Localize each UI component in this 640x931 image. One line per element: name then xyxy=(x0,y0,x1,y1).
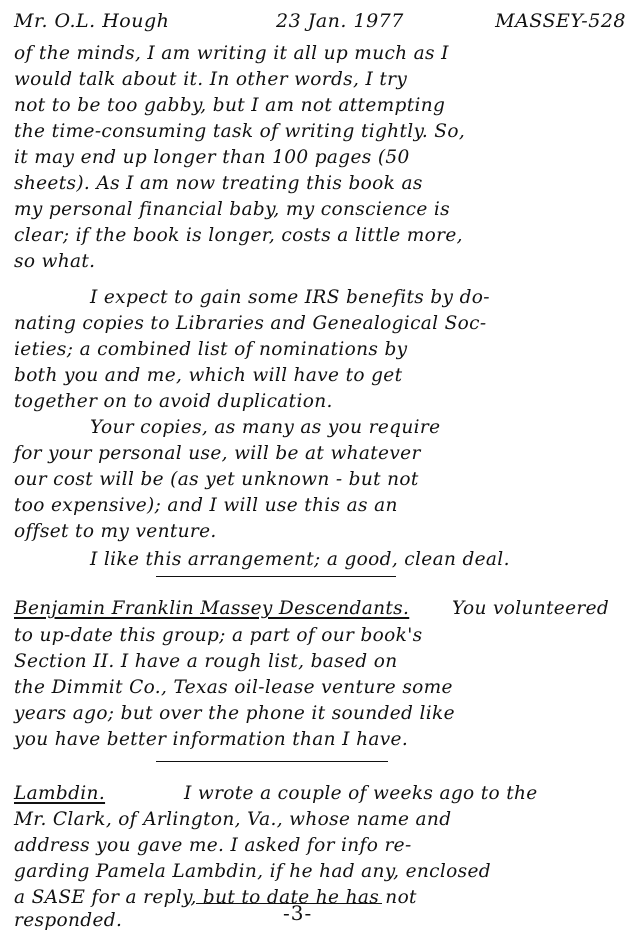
body-line: would talk about it. In other words, I try xyxy=(14,69,408,90)
body-line: for your personal use, will be at whatever xyxy=(14,443,421,464)
body-line: a SASE for a reply, but to date he has not xyxy=(14,887,417,908)
body-line: nating copies to Libraries and Genealogical Soc- xyxy=(14,313,487,334)
section-heading: Benjamin Franklin Massey Descendants. xyxy=(14,598,410,619)
body-line: not to be too gabby, but I am not attempting xyxy=(14,95,446,116)
page-number: -3- xyxy=(283,901,313,925)
body-line: ieties; a combined list of nominations by xyxy=(14,339,408,360)
letter-header xyxy=(14,6,626,36)
body-line: it may end up longer than 100 pages (50 xyxy=(14,147,410,168)
body-line: clear; if the book is longer, costs a little more, xyxy=(14,225,463,246)
body-line: address you gave me. I asked for info re- xyxy=(14,835,412,856)
body-line: the time-consuming task of writing tightly. So, xyxy=(14,121,466,142)
section-heading: Lambdin. xyxy=(14,783,106,804)
body-line: garding Pamela Lambdin, if he had any, enclosed xyxy=(14,861,491,882)
body-line: to up-date this group; a part of our book's xyxy=(14,625,423,646)
body-line: years ago; but over the phone it sounded like xyxy=(14,703,455,724)
recipient-name: Mr. O.L. Hough xyxy=(14,10,170,32)
body-line: Section II. I have a rough list, based on xyxy=(14,651,398,672)
reference-code: MASSEY-528 xyxy=(495,10,626,32)
body-line: the Dimmit Co., Texas oil-lease venture some xyxy=(14,677,453,698)
body-line: too expensive); and I will use this as an xyxy=(14,495,398,516)
body-line: Mr. Clark, of Arlington, Va., whose name and xyxy=(14,809,452,830)
body-line: my personal financial baby, my conscience is xyxy=(14,199,451,220)
body-line: Your copies, as many as you require xyxy=(90,417,441,438)
body-line: I expect to gain some IRS benefits by do- xyxy=(90,287,490,308)
section-divider xyxy=(156,576,396,577)
body-line: I like this arrangement; a good, clean deal. xyxy=(90,549,510,570)
body-line: both you and me, which will have to get xyxy=(14,365,403,386)
body-line: responded. xyxy=(14,910,123,931)
body-line: You volunteered xyxy=(452,598,610,619)
body-line: offset to my venture. xyxy=(14,521,217,542)
body-line: I wrote a couple of weeks ago to the xyxy=(184,783,538,804)
letter-date: 23 Jan. 1977 xyxy=(276,10,404,32)
body-line: you have better information than I have. xyxy=(14,729,409,750)
body-line: so what. xyxy=(14,251,96,272)
body-line: sheets). As I am now treating this book as xyxy=(14,173,423,194)
body-line: of the minds, I am writing it all up much as I xyxy=(14,43,449,64)
section-divider xyxy=(156,761,388,762)
body-line: together on to avoid duplication. xyxy=(14,391,333,412)
body-line: our cost will be (as yet unknown - but not xyxy=(14,469,419,490)
